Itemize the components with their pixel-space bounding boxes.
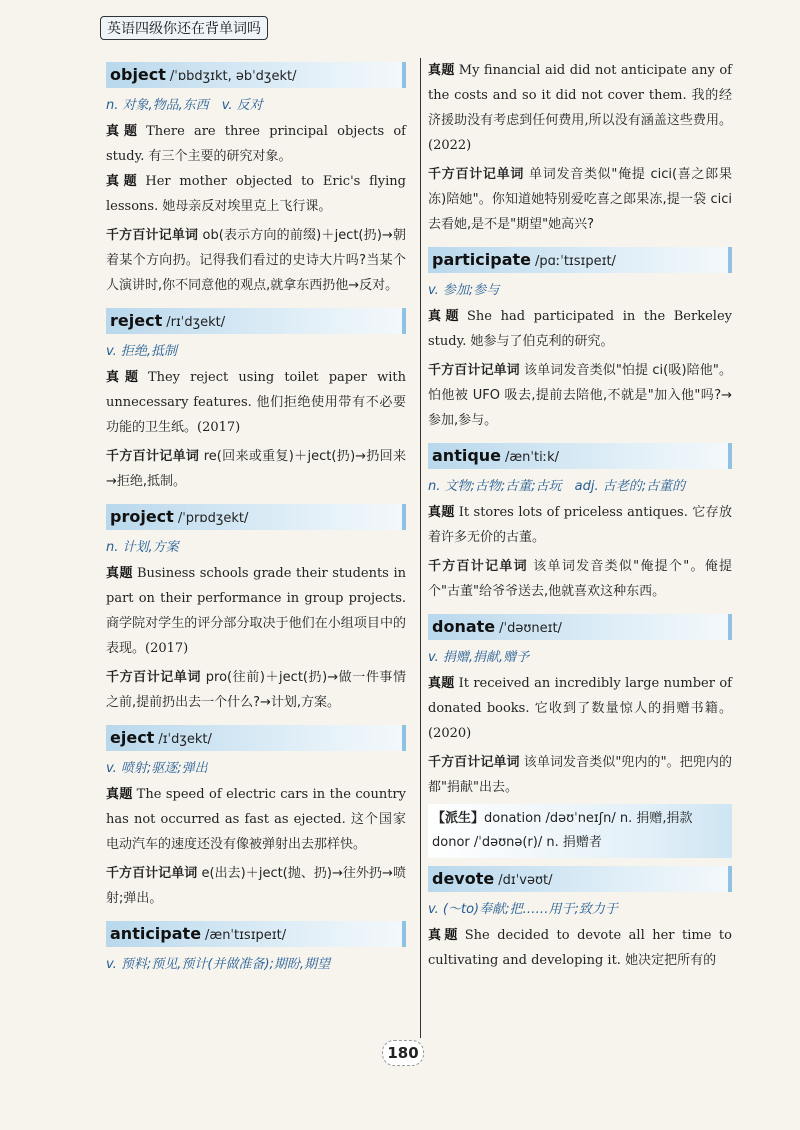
part-of-speech: n. 对象,物品,东西 v. 反对 [106,98,263,113]
phonetic: /ænˈtiːk/ [505,450,559,465]
memory-label: 千方百计记单词 [428,363,520,378]
page-number: 180 [382,1040,424,1066]
example-label: 真题 [106,174,142,189]
phonetic: /ɪˈdʒekt/ [158,732,212,747]
entry-heading [106,725,406,751]
entry-project [106,504,406,715]
memory-label: 千方百计记单词 [106,866,198,881]
memory-text: 该单词发音类似"怕提 ci(吸)陪他"。怕他被 UFO 吸去,提前去陪他,不就是"加入他"吗?→参加,参与。 [428,363,732,428]
headword: participate [432,250,531,269]
part-of-speech: n. 计划,方案 [106,540,179,555]
headword: antique [432,446,502,465]
headword: donate [432,617,496,636]
example-label: 真题 [428,309,463,324]
example-label: 真题 [106,124,143,139]
phonetic: /ænˈtɪsɪpeɪt/ [205,928,287,943]
memory-tip [428,554,732,604]
example [106,365,406,440]
part-of-speech: v. (～to)奉献;把……用于;致力于 [428,902,618,917]
memory-label: 千方百计记单词 [428,167,525,182]
part-of-speech: v. 捐赠,捐献,赠予 [428,650,530,665]
memory-text: 单词发音类似"俺提 cici(喜之郎果冻)陪她"。你知道她特别爱吃喜之郎果冻,提一袋 cici 去看她,是不是"期望"她高兴? [428,167,732,232]
headword: object [110,65,166,84]
entry-anticipate [106,921,406,972]
example-text: It stores lots of priceless antiques. 它存放着许多无价的古董。 [428,505,732,545]
memory-label: 千方百计记单词 [428,755,520,770]
memory-text: e(出去)＋ject(抛、扔)→往外扔→喷射;弹出。 [106,866,406,906]
example [428,58,732,158]
example-label: 真题 [428,63,455,78]
example-text: Her mother objected to Eric's flying lessons. 她母亲反对埃里克上飞行课。 [106,174,406,214]
example [106,782,406,857]
derivative-label: 【派生】 [432,811,485,826]
example-text: They reject using toilet paper with unnecessary features. 他们拒绝使用带有不必要功能的卫生纸。(2017) [106,370,406,435]
example-label: 真题 [428,505,455,520]
example-label: 真题 [106,370,144,385]
part-of-speech: v. 预料;预见,预计(并做准备);期盼,期望 [106,957,331,972]
memory-label: 千方百计记单词 [106,670,202,685]
entry-donate [428,614,732,858]
derivative-text: donation /dəʊˈneɪʃn/ n. 捐赠,捐款 [484,811,693,826]
entry-anticipate-continued [428,58,732,237]
example-text: She decided to devote all her time to cultivating and developing it. 她决定把所有的 [428,928,732,968]
part-of-speech: v. 喷射;驱逐;弹出 [106,761,208,776]
column-divider [420,58,421,1038]
memory-tip [106,444,406,494]
example-text: It received an incredibly large number of donated books. 它收到了数量惊人的捐赠书籍。(2020) [428,676,732,741]
headword: anticipate [110,924,202,943]
example [428,923,732,973]
phonetic: /pɑːˈtɪsɪpeɪt/ [535,254,616,269]
memory-text: re(回来或重复)＋ject(扔)→扔回来→拒绝,抵制。 [106,449,407,489]
part-of-speech: n. 文物;古物;古董;古玩 adj. 古老的;古董的 [428,479,686,494]
example [428,671,732,746]
example-label: 真题 [428,928,461,943]
entry-heading [428,443,732,469]
headword: reject [110,311,163,330]
example [106,169,406,219]
entry-heading [428,614,732,640]
part-of-speech: v. 参加;参与 [428,283,500,298]
phonetic: /ˈɒbdʒɪkt, əbˈdʒekt/ [169,69,297,84]
phonetic: /rɪˈdʒekt/ [166,315,226,330]
entry-eject [106,725,406,911]
memory-tip [106,665,406,715]
memory-tip [106,861,406,911]
entry-object [106,62,406,298]
example [106,561,406,661]
example-label: 真题 [106,566,133,581]
entry-heading [428,247,732,273]
entry-heading [106,62,406,88]
phonetic: /ˈprɒdʒekt/ [177,511,249,526]
memory-label: 千方百计记单词 [106,228,199,243]
entry-heading [106,308,406,334]
right-column [428,58,732,973]
phonetic: /dɪˈvəʊt/ [498,873,553,888]
part-of-speech: v. 拒绝,抵制 [106,344,178,359]
example-text: The speed of electric cars in the country has not occurred as fast as ejected. 这个国家电动汽车的速度还没有像被弹射出去那样快。 [106,787,406,852]
memory-tip [106,223,406,298]
memory-label: 千方百计记单词 [106,449,200,464]
memory-text: 该单词发音类似"兜内的"。把兜内的都"捐献"出去。 [428,755,732,795]
memory-tip [428,750,732,800]
memory-text: 该单词发音类似"俺提个"。俺提个"古董"给爷爷送去,他就喜欢这种东西。 [428,559,732,599]
example-label: 真题 [106,787,133,802]
example-text: There are three principal objects of study. 有三个主要的研究对象。 [106,124,406,164]
derivative-line [432,807,728,831]
example-text: She had participated in the Berkeley study. 她参与了伯克利的研究。 [428,309,732,349]
entry-heading [106,921,406,947]
headword: eject [110,728,155,747]
example [106,119,406,169]
entry-antique [428,443,732,604]
entry-devote [428,866,732,973]
example-text: My financial aid did not anticipate any of the costs and so it did not cover them. 我的经济援助没有考虑到任何费用,所以没有涵盖这些费用。(2022) [428,63,732,153]
memory-text: pro(往前)＋ject(扔)→做一件事情之前,提前扔出去一个什么?→计划,方案。 [106,670,406,710]
headword: devote [432,869,495,888]
phonetic: /ˈdəʊneɪt/ [499,621,562,636]
memory-tip [428,162,732,237]
memory-tip [428,358,732,433]
memory-text: ob(表示方向的前缀)＋ject(扔)→朝着某个方向扔。记得我们看过的史诗大片吗?当某个人演讲时,你不同意他的观点,就拿东西扔他→反对。 [106,228,406,293]
entry-heading [428,866,732,892]
entry-heading [106,504,406,530]
derivative-line: donor /ˈdəʊnə(r)/ n. 捐赠者 [432,835,602,850]
example-label: 真题 [428,676,455,691]
example [428,304,732,354]
memory-label: 千方百计记单词 [428,559,528,574]
book-header-tag: 英语四级你还在背单词吗 [100,16,268,40]
derivatives-box [428,804,732,858]
example [428,500,732,550]
left-column [106,58,406,978]
entry-participate [428,247,732,433]
example-text: Business schools grade their students in part on their performance in group projects. 商学院对学生的评分部分取决于他们在小组项目中的表现。(2017) [106,566,406,656]
headword: project [110,507,174,526]
entry-reject [106,308,406,494]
